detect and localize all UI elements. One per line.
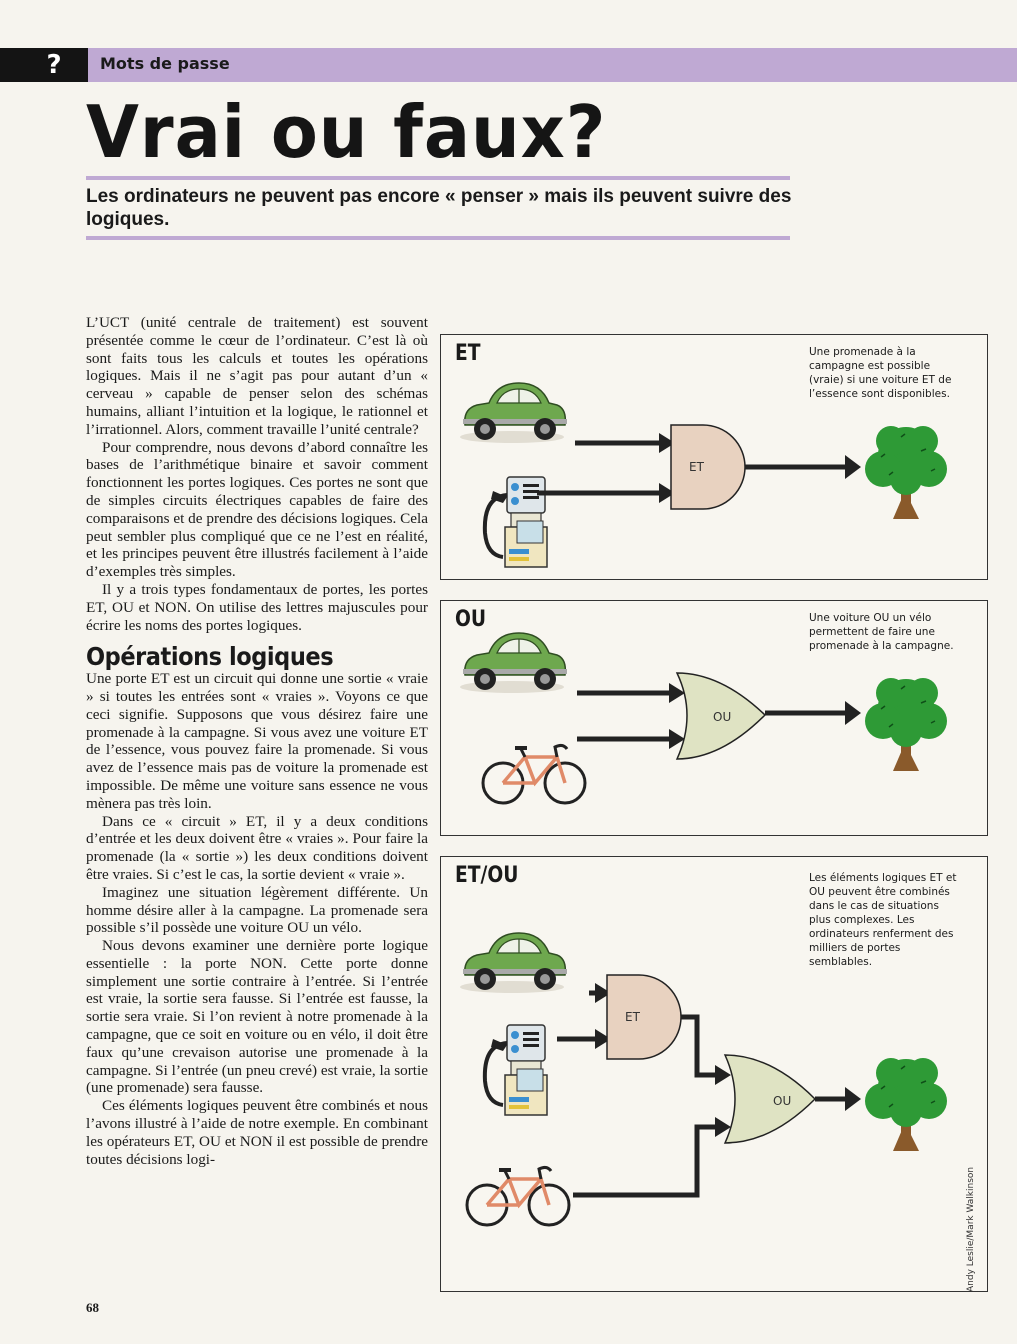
panel-et [440,334,988,580]
subtitle: Les ordinateurs ne peuvent pas encore « penser » mais ils peuvent suivre des logiques. [86,186,792,230]
gate-label: OU [773,1094,792,1108]
tree-icon [865,1058,947,1151]
paragraph: Dans ce « circuit » ET, il y a deux conditions d’entrée et les deux doivent être « vraies ». Pour faire la promenade (la « sortie ») les deux conditions doivent être vraies. Si c’est le cas, la sortie devient « vraie ». [86,812,428,883]
paragraph: Une porte ET est un circuit qui donne une sortie « vraie » si toutes les entrées sont « vraies ». Voyons ce que ceci signifie. Supposons que vous désirez faire une promenade à la campagne. Si vous avez une voiture ET de l’essence, vous pouvez faire la promenade. Si vous avez de l’essence mais pas de voiture la promenade est impossible. De même une voiture sans essence ne vous mènera pas très loin. [86,670,428,812]
page-title: Vrai ou faux? [86,90,607,174]
etou-diagram [441,857,989,1293]
illustration-credit: Andy Leslie/Mark Walkinson [966,1166,976,1292]
paragraph: Imaginez une situation légèrement différente. Un homme désire aller à la campagne. La promenade sera possible s’il possède une voiture OU un vélo. [86,883,428,937]
bicycle-icon [467,1167,569,1225]
tree-icon [865,678,947,771]
fuel-pump-icon [485,1025,547,1115]
section-label: Mots de passe [100,54,230,73]
and-gate [607,975,681,1059]
panel-ou [440,600,988,836]
panel-title: ET/OU [455,863,519,888]
gate-label: ET [689,460,704,474]
page-number: 68 [86,1300,99,1315]
panel-caption: Une promenade à la campagne est possible (vraie) si une voiture ET de l’essence sont disponibles. [809,346,952,400]
divider-top [86,176,790,180]
panel-title: ET [455,341,481,366]
car-icon [460,383,567,443]
panel-etou [440,856,988,1292]
divider-bottom [86,236,790,240]
article-body [86,314,428,1168]
paragraph: Pour comprendre, nous devons d’abord connaître les bases de l’arithmétique binaire et savoir comment fonctionnent les portes logiques. Ces portes ne sont que de simples circuits électriques capables de faire des comparaisons et de prendre des décisions logiques. Cela peut sembler plus compliqué que ce ne l’est en réalité, et les principes peuvent être illustrés facilement à l’aide d’exemples très simples. [86,438,428,581]
paragraph: L’UCT (unité centrale de traitement) est souvent présentée comme le cœur de l’ordinateur. C’est là où sont faits tous les calculs et toutes les opérations logiques. Mais il ne s’agit pas pour autant d’un « cerveau » capable de penser selon des schémas humains, alliant l’intuition et la logique, le rationnel et l’irrationnel. Alors, comment travaille l’unité centrale? [86,314,428,438]
section-heading: Opérations logiques [86,642,334,672]
paragraph: Il y a trois types fondamentaux de portes, les portes ET, OU et NON. On utilise des lettres majuscules pour écrire les noms des portes logiques. [86,580,428,634]
gate-label: OU [713,710,732,724]
bicycle-icon [483,745,585,803]
paragraph: Ces éléments logiques peuvent être combinés et nous l’avons illustré à l’aide de notre exemple. En combinant les opérateurs ET, OU et NON il est possible de prendre toutes décisions logi- [86,1097,428,1168]
panel-title: OU [455,607,487,632]
gate-label: ET [625,1010,640,1024]
ou-diagram [441,601,989,837]
question-mark-icon: ? [0,48,88,82]
or-gate [725,1055,815,1143]
panel-caption: Les éléments logiques ET et OU peuvent être combinés dans le cas de situations plus complexes. Les ordinateurs renferment des milliers de portes semblables. [809,872,957,968]
et-diagram [441,335,989,581]
paragraph: Nous devons examiner une dernière porte logique essentielle : la porte NON. Cette porte donne simplement une sortie contraire à l’entrée. Si l’entrée est vraie, la sortie sera fausse. Si l’entrée est fausse, la sortie sera vraie. Si l’on revient à notre promenade à la campagne, que ce soit en voiture ou en vélo, il doit être faux qu’une crevaison autorise une promenade à la campagne. Si l’entrée (un pneu crevé) est vraie, la sortie (une promenade) sera fausse. [86,937,428,1097]
car-icon [460,933,567,993]
car-icon [460,633,567,693]
panel-caption: Une voiture OU un vélo permettent de faire une promenade à la campagne. [809,612,954,652]
and-gate [671,425,745,509]
tree-icon [865,426,947,519]
